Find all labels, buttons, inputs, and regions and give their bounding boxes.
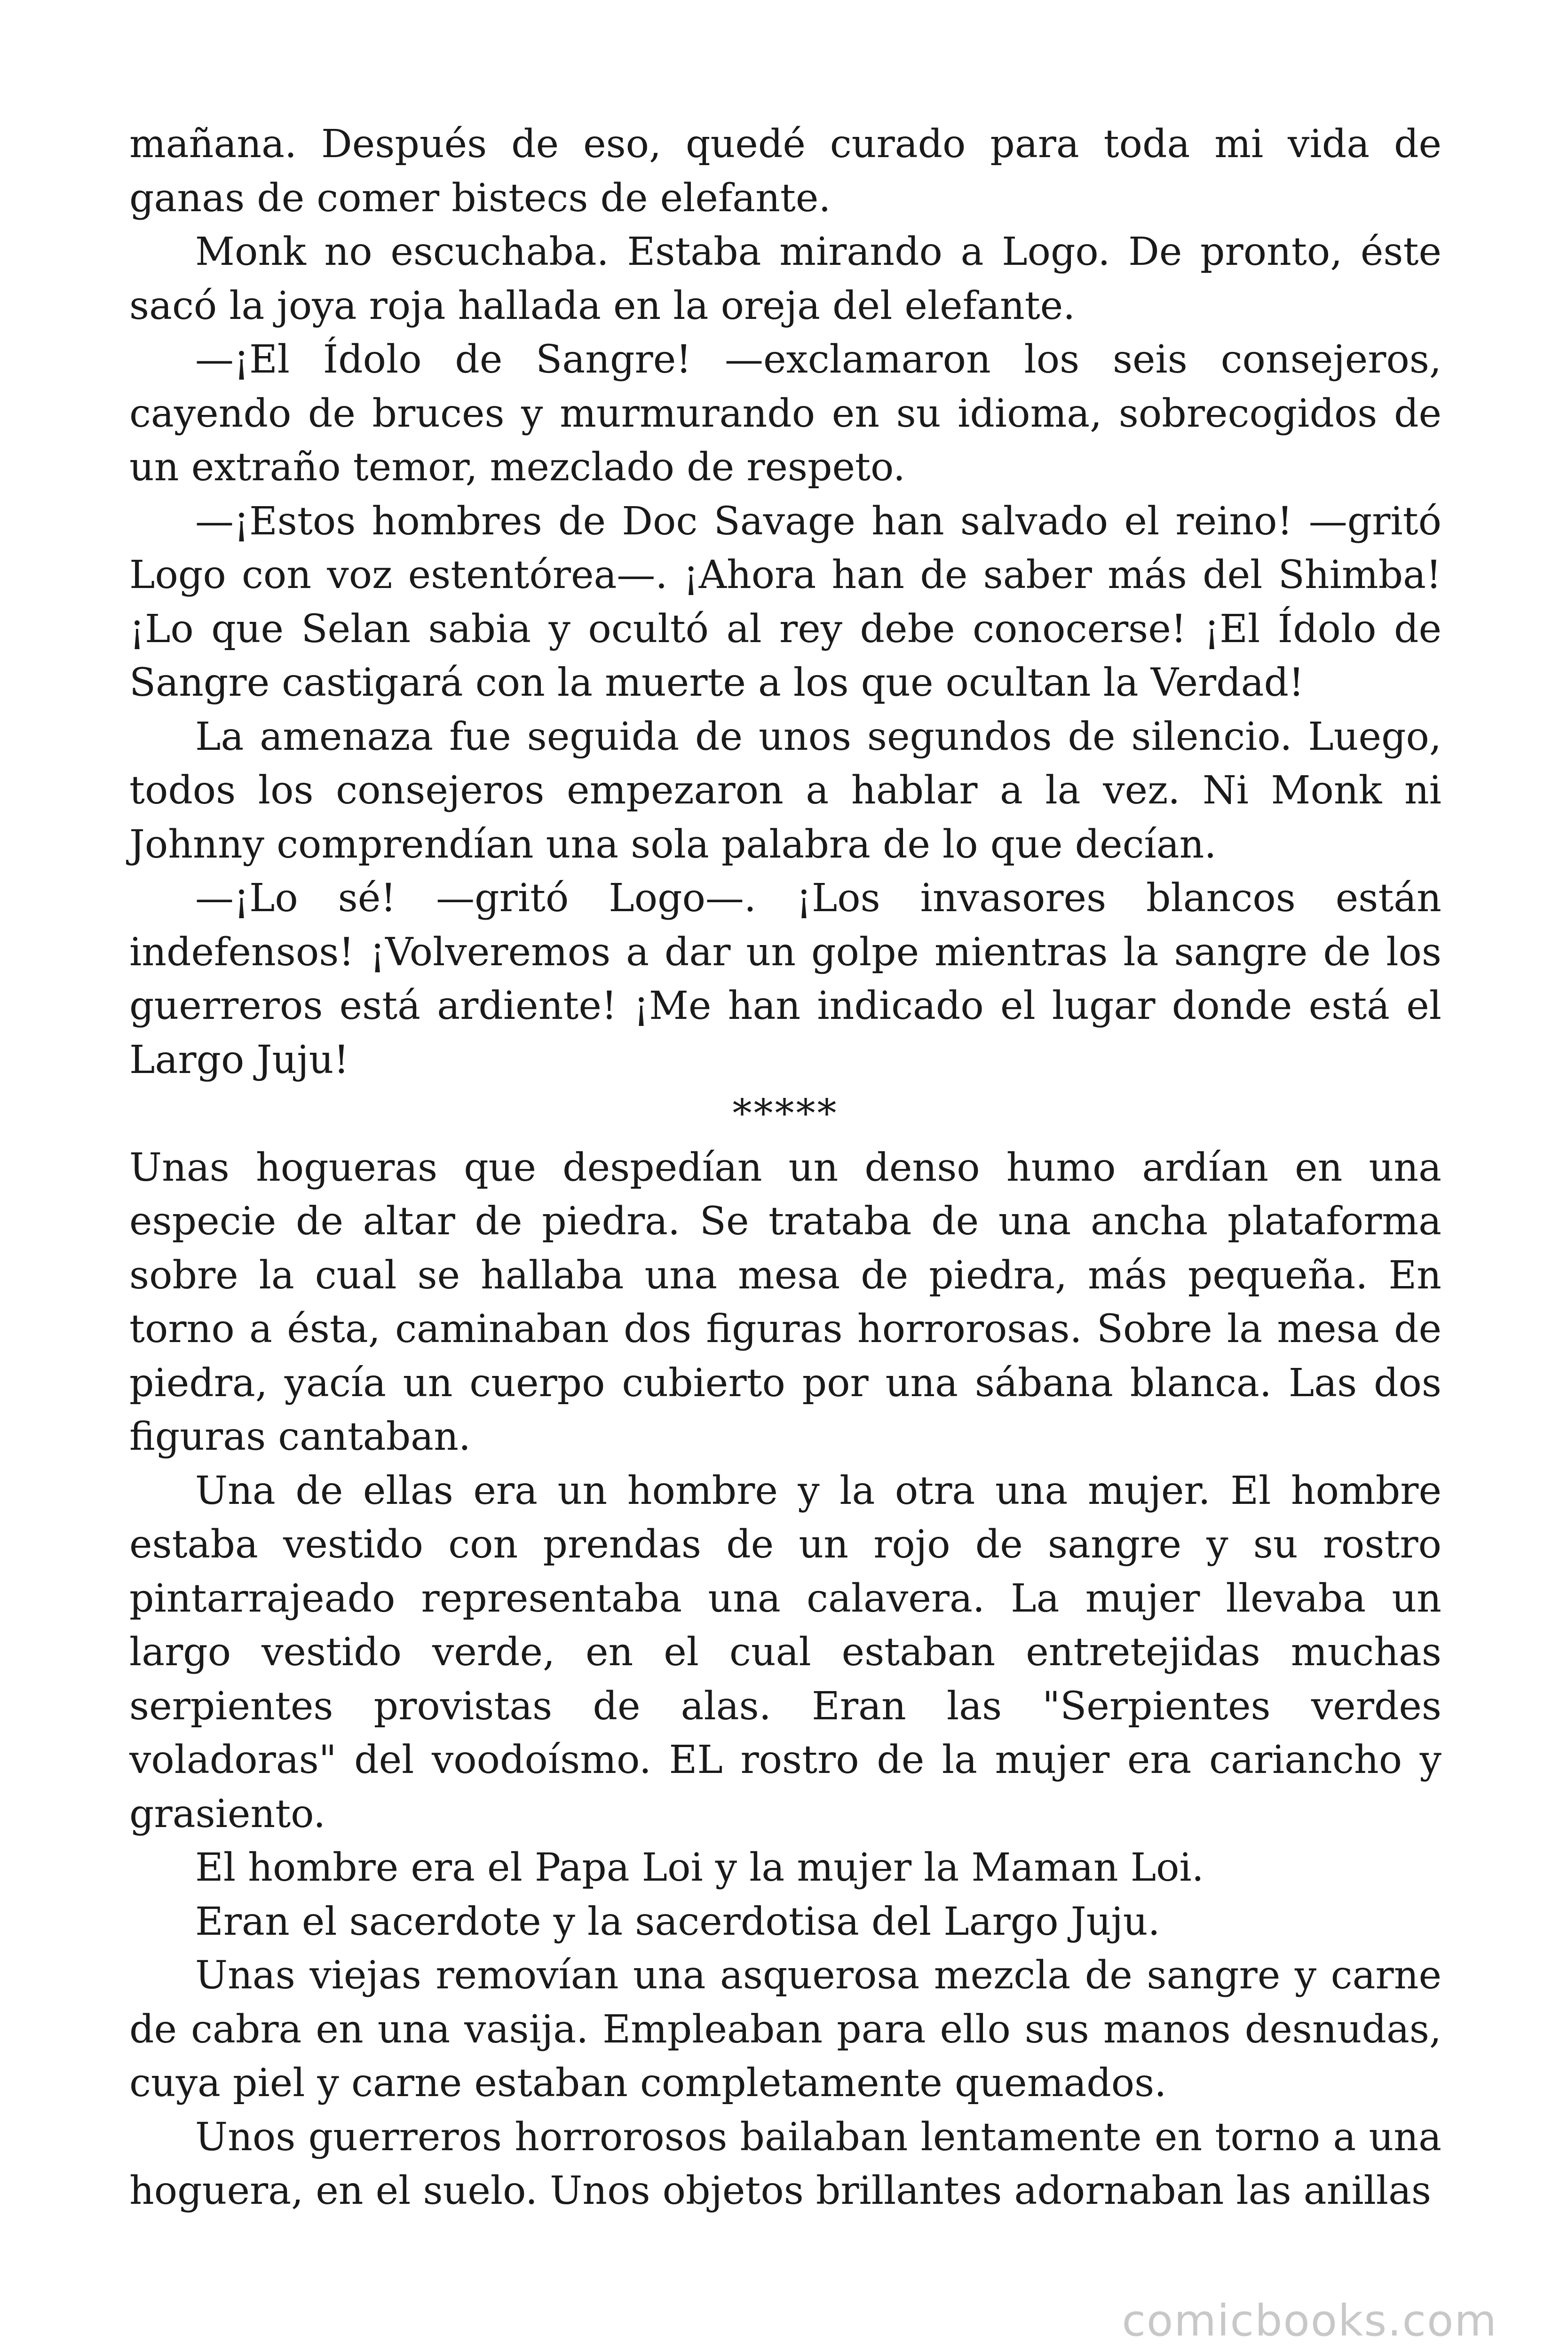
paragraph: Unas viejas removían una asquerosa mezcla de sangre y carne de cabra en una vasija. Empleaban para ello sus manos desnudas, cuya piel y carne estaban completamente quemados. [129,1953,1441,2106]
paragraph: Eran el sacerdote y la sacerdotisa del Largo Juju. [195,1899,1160,1944]
paragraph: Unos guerreros horrorosos bailaban lentamente en torno a una hoguera, en el suelo. Unos objetos brillantes adornaban las anillas [129,2114,1441,2213]
paragraph: La amenaza fue seguida de unos segundos de silencio. Luego, todos los consejeros empezaron a hablar a la vez. Ni Monk ni Johnny comprendían una sola palabra de lo que decían. [129,714,1441,867]
page-text [129,118,1441,2218]
paragraph: —¡Estos hombres de Doc Savage han salvado el reino! —gritó Logo con voz estentórea—. ¡Ahora han de saber más del Shimba! ¡Lo que Selan sabia y ocultó al rey debe conocerse! ¡El Ídolo de Sangre castigará con la muerte a los que ocultan la Verdad! [129,499,1441,705]
paragraph: El hombre era el Papa Loi y la mujer la Maman Loi. [195,1845,1204,1890]
section-separator: ***** [732,1091,839,1136]
paragraph: Monk no escuchaba. Estaba mirando a Logo. De pronto, éste sacó la joya roja hallada en la oreja del elefante. [129,230,1441,328]
paragraph: Unas hogueras que despedían un denso humo ardían en una especie de altar de piedra. Se trataba de una ancha plataforma sobre la cual se hallaba una mesa de piedra, más pequeña. En torno a ésta, caminaban dos figuras horrorosas. Sobre la mesa de piedra, yacía un cuerpo cubierto por una sábana blanca. Las dos figuras cantaban. [129,1145,1441,1459]
paragraph: —¡Lo sé! —gritó Logo—. ¡Los invasores blancos están indefensos! ¡Volveremos a dar un golpe mientras la sangre de los guerreros está ardiente! ¡Me han indicado el lugar donde está el Largo Juju! [129,876,1441,1082]
paragraph: Una de ellas era un hombre y la otra una mujer. El hombre estaba vestido con prendas de un rojo de sangre y su rostro pintarrajeado representaba una calavera. La mujer llevaba un largo vestido verde, en el cual estaban entretejidas muchas serpientes provistas de alas. Eran las "Serpientes verdes voladoras" del voodoísmo. EL rostro de la mujer era cariancho y grasiento. [129,1468,1441,1836]
watermark: comicbooks.com [1122,2296,1497,2346]
paragraph: —¡El Ídolo de Sangre! —exclamaron los seis consejeros, cayendo de bruces y murmurando en su idioma, sobrecogidos de un extraño temor, mezclado de respeto. [129,337,1441,490]
paragraph: mañana. Después de eso, quedé curado para toda mi vida de ganas de comer bistecs de elefante. [129,122,1441,221]
